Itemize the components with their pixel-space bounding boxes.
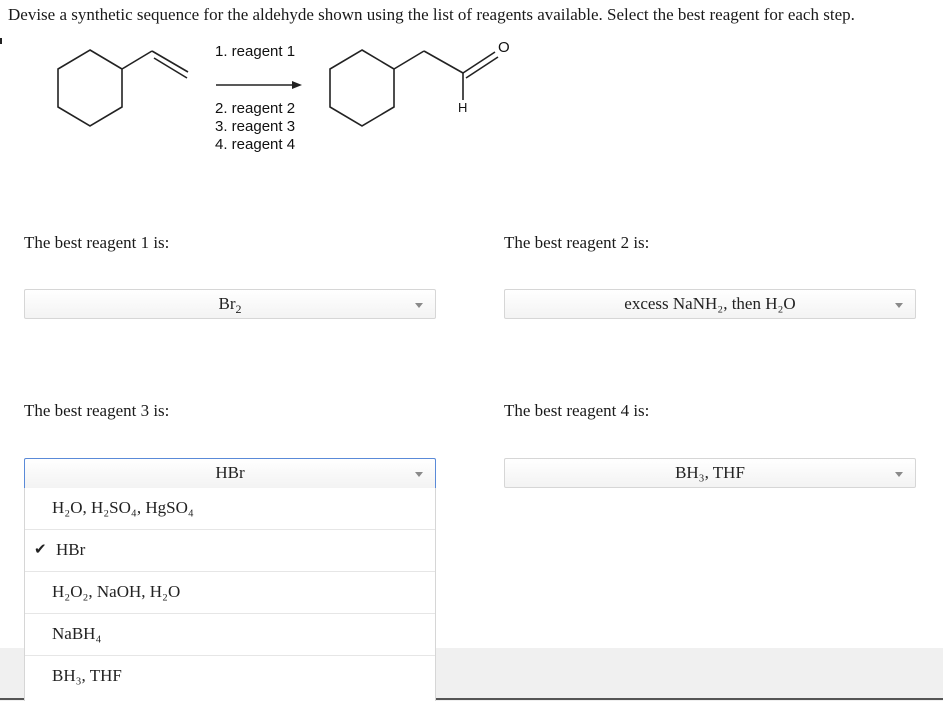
menu-option[interactable] xyxy=(25,488,435,530)
reagent1-select[interactable] xyxy=(24,289,436,319)
chevron-down-icon xyxy=(895,303,903,308)
chevron-down-icon xyxy=(415,303,423,308)
reagent4-prompt: The best reagent 4 is: xyxy=(504,401,650,420)
menu-option[interactable] xyxy=(25,656,435,698)
reagent2-prompt: The best reagent 2 is: xyxy=(504,233,650,252)
reagent1-selected-value: $Br_2$ xyxy=(218,294,242,316)
reagent2-select[interactable] xyxy=(504,289,916,319)
question-text: Devise a synthetic sequence for the aldehyde shown using the list of reagents available. Select the best reagent for each step. xyxy=(8,5,855,24)
reagent3-prompt: The best reagent 3 is: xyxy=(24,401,170,420)
page-edge-mark xyxy=(0,38,2,44)
step1-label: 1. reagent 1 xyxy=(215,43,296,60)
step2-label: 2. reagent 2 xyxy=(215,100,296,117)
chevron-down-icon xyxy=(415,472,423,477)
reagent4-selected-value: BH₃, THF xyxy=(675,463,745,482)
option-label: H₂O, H₂SO₄, HgSO₄ xyxy=(52,498,194,517)
product-structure xyxy=(330,50,498,126)
reagent3-options-menu xyxy=(24,488,436,701)
step3-label: 3. reagent 3 xyxy=(215,118,296,135)
reagent1-prompt: The best reagent 1 is: xyxy=(24,233,170,252)
oxygen-atom-label: O xyxy=(498,39,510,56)
starting-material-structure xyxy=(58,50,188,126)
chevron-down-icon xyxy=(895,472,903,477)
reagent3-select[interactable] xyxy=(24,458,436,488)
reaction-scheme xyxy=(40,38,540,168)
menu-option-selected[interactable] xyxy=(25,530,435,572)
reagent4-select[interactable] xyxy=(504,458,916,488)
reagent3-selected-value: HBr xyxy=(215,463,245,482)
option-label: BH₃, THF xyxy=(52,666,122,685)
option-label: HBr xyxy=(56,540,86,559)
menu-option[interactable] xyxy=(25,614,435,656)
reaction-arrow xyxy=(216,81,302,89)
step4-label: 4. reagent 4 xyxy=(215,136,296,153)
menu-option[interactable] xyxy=(25,572,435,614)
reagent2-selected-value: excess NaNH₂, then H₂O xyxy=(624,294,796,313)
checkmark-icon: ✔ xyxy=(34,540,47,558)
option-label: H₂O₂, NaOH, H₂O xyxy=(52,582,181,601)
hydrogen-atom-label: H xyxy=(458,100,468,115)
option-label: NaBH₄ xyxy=(52,624,102,643)
